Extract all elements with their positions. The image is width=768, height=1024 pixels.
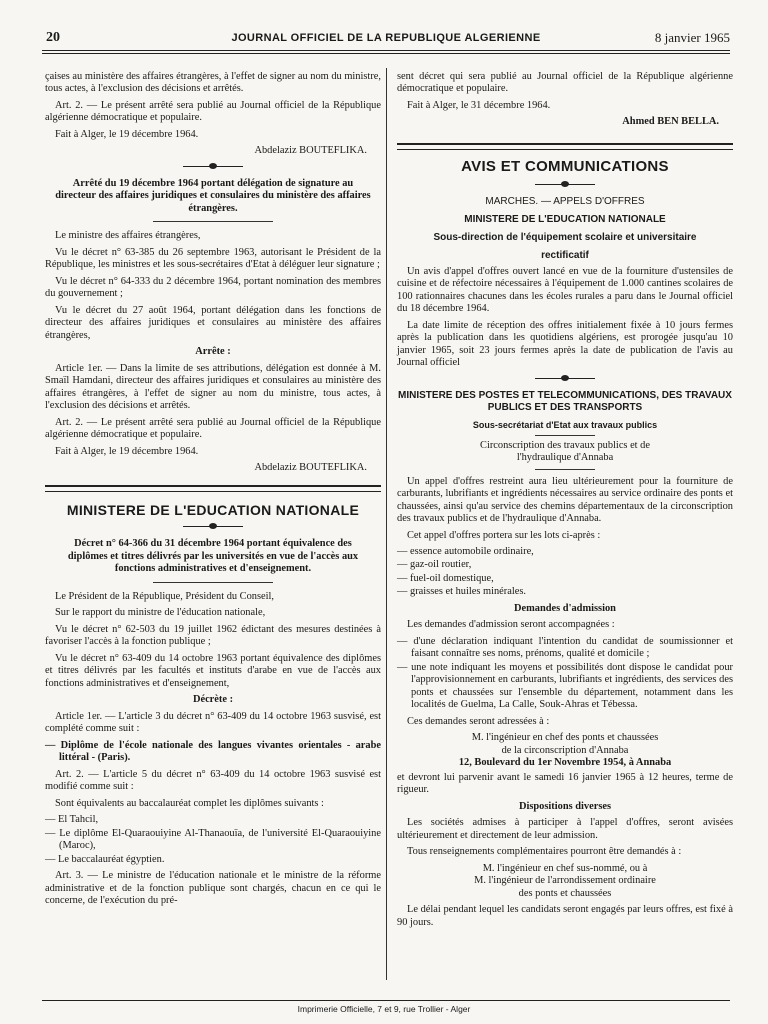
equivalents-intro: Sont équivalents au baccalauréat complet les diplômes suivants :: [55, 797, 324, 809]
list-item: — graisses et huiles minérales.: [397, 586, 733, 598]
lots-intro: Cet appel d'offres portera sur les lots ci-après :: [407, 529, 601, 541]
title-rule: [535, 435, 595, 436]
article-2: Art. 2. — Le présent arrêté sera publié au Journal officiel de la République algérienne démocratique et populaire.: [45, 99, 381, 124]
list-item: — gaz-oil routier,: [397, 559, 733, 571]
contact-line: des ponts et chaussées: [518, 887, 612, 899]
left-column: [45, 71, 381, 912]
title-rule: [535, 469, 595, 470]
list-item: — Diplôme de l'école nationale des langues vivantes orientales - arabe littéral - (Paris).: [45, 740, 381, 765]
avis-paragraph: La date limite de réception des offres initialement fixée à 10 jours fermes après la publication dans les quotidiens algériens, est prorogée jusqu'au 10 janvier 1965, soit 23 jours fermes après la date de publication de l'avis au Journal officiel: [397, 319, 733, 369]
issue-date: 8 janvier 1965: [654, 30, 730, 45]
page-header: [42, 30, 730, 48]
ornament: [397, 374, 733, 384]
continued-text: sent décret qui sera publié au Journal officiel de la République algérienne démocratique et populaire.: [397, 71, 733, 95]
appel-paragraph: Un appel d'offres restreint aura lieu ultérieurement pour la fourniture de carburants, lubrifiants et ingrédients nécessaires au service ordinaire des ponts et chaussées, ainsi qu'au service des chemins départementaux de la circonscription des travaux publics et de l'hydraulique d'Annaba.: [397, 475, 733, 525]
section-rule: [397, 149, 733, 150]
fait-a-alger: Fait à Alger, le 19 décembre 1964.: [55, 445, 199, 457]
contact-line: M. l'ingénieur en chef sus-nommé, ou à: [482, 862, 648, 874]
section-rule: [45, 491, 381, 492]
article-2: Art. 2. — Le présent arrêté sera publié au Journal officiel de la République algérienne démocratique et populaire.: [45, 416, 381, 441]
title-rule: [153, 221, 273, 222]
avis-heading: AVIS ET COMMUNICATIONS: [461, 157, 669, 175]
lots-list: [397, 546, 733, 599]
ornament: [45, 162, 381, 172]
decret-title: Décret n° 64-366 du 31 décembre 1964 portant équivalence des diplômes et titres délivrés par les universités en vue de l'accès aux fonctions administratives et d'enseignement.: [67, 538, 359, 575]
contact-line: M. l'ingénieur de l'arrondissement ordinaire: [474, 875, 656, 887]
adressees-line: Ces demandes seront adressées à :: [407, 715, 550, 727]
signature: Ahmed BEN BELLA.: [622, 116, 719, 128]
societes-paragraph: Les sociétés admises à participer à l'appel d'offres, seront avisées ultérieurement et directement de leur admission.: [397, 817, 733, 841]
sous-secretariat-heading: Sous-secrétariat d'Etat aux travaux publics: [472, 419, 658, 430]
fait-a-alger: Fait à Alger, le 31 décembre 1964.: [407, 99, 551, 111]
rapport-line: Sur le rapport du ministre de l'éducation nationale,: [55, 607, 266, 619]
decret-article-3: Art. 3. — Le ministre de l'éducation nationale et le ministre de la réforme administrative et de la fonction publique sont chargés, chacun en ce qui le concerne, de l'exécution du pré-: [45, 870, 381, 907]
vu-paragraph: Vu le décret du 27 août 1964, portant délégation dans les fonctions de directeur des affaires juridiques et consulaires au ministère des affaires étrangères,: [45, 304, 381, 341]
delai-paragraph: Le délai pendant lequel les candidats seront engagés par leurs offres, est fixé à 90 jours.: [397, 904, 733, 928]
minister-line: Le ministre des affaires étrangères,: [55, 230, 201, 242]
list-item: — une note indiquant les moyens et possibilités dont dispose le candidat pour l'approvisionnement en carburants, lubrifiants et ingrédients, des services des ponts et chaussées sur l'ensemble du département, notamment dans les localités de Guelma, La Calle, Souk-Ahras et Tébessa.: [397, 662, 733, 712]
demandes-list: [397, 636, 733, 712]
header-rule: [42, 50, 730, 51]
decret-article-1: Article 1er. — L'article 3 du décret n° 63-409 du 14 octobre 1963 susvisé, est complété comme suit :: [45, 710, 381, 735]
article-1-list: [45, 740, 381, 765]
address-line: 12, Boulevard du 1er Novembre 1954, à Annaba: [458, 757, 672, 769]
header-rule-2: [42, 53, 730, 54]
ornament: [397, 180, 733, 190]
demandes-intro: Les demandes d'admission seront accompagnées :: [407, 619, 615, 631]
diploma-list: [45, 814, 381, 866]
decret-article-2: Art. 2. — L'article 5 du décret n° 63-409 du 14 octobre 1963 susvisé est modifié comme suit :: [45, 768, 381, 793]
parvenir-line: et devront lui parvenir avant le samedi 16 janvier 1965 à 12 heures, terme de rigueur.: [397, 771, 733, 796]
vu-paragraph: Vu le décret n° 64-333 du 2 décembre 1964, portant nomination des membres du gouvernement ;: [45, 275, 381, 300]
page-number: 20: [46, 30, 60, 45]
vu-paragraph: Vu le décret n° 63-409 du 14 octobre 1963 portant équivalence des diplômes et titres délivrés par les facultés et instituts d'arabe en vue de l'accès aux fonctions administratives et d'enseignement,: [45, 652, 381, 689]
ornament: [45, 522, 381, 532]
footer-rule: [42, 1000, 730, 1001]
column-divider: [386, 68, 387, 980]
demandes-heading: Demandes d'admission: [514, 602, 616, 614]
president-line: Le Président de la République, Président du Conseil,: [55, 590, 275, 602]
renseignements-paragraph: Tous renseignements complémentaires pourront être demandés à :: [407, 846, 682, 858]
continued-text: çaises au ministère des affaires étrangères, à l'effet de signer au nom du ministre, tous actes, à l'exclusion des décisions et arrêtés.: [45, 71, 381, 95]
decrete-heading: Décrète :: [192, 694, 234, 706]
journal-title: JOURNAL OFFICIEL DE LA REPUBLIQUE ALGERIENNE: [231, 32, 541, 44]
address-line: M. l'ingénieur en chef des ponts et chaussées: [471, 732, 659, 744]
list-item: — essence automobile ordinaire,: [397, 546, 733, 558]
list-item: — fuel-oil domestique,: [397, 573, 733, 585]
vu-paragraph: Vu le décret n° 62-503 du 19 juillet 1962 édictant des mesures destinées à favoriser l'accès à la fonction publique ;: [45, 623, 381, 648]
right-column: [397, 71, 733, 933]
section-rule: [397, 143, 733, 145]
avis-paragraph: Un avis d'appel d'offres ouvert lancé en vue de la fourniture d'ustensiles de cuisine et de réfectoire nécessaires à l'équipement de 1.000 cantines scolaires de 100 rationnaires chacunes dans les écoles rurales a paru dans le Journal officiel du 18 décembre 1964.: [397, 265, 733, 315]
arrete-heading: Arrête :: [195, 346, 231, 358]
vu-paragraph: Vu le décret n° 63-385 du 26 septembre 1963, autorisant le Président de la République, les ministres et les sous-secrétaires d'Etat à déléguer leur signature ;: [45, 246, 381, 271]
dispositions-heading: Dispositions diverses: [518, 800, 612, 812]
list-item: — Le diplôme El-Quaraouiyine Al-Thanaouïa, de l'université El-Quaraouiyine (Maroc),: [45, 828, 381, 853]
rectificatif-heading: rectificatif: [541, 249, 589, 261]
circonscription-heading: Circonscription des travaux publics et de l'hydraulique d'Annaba: [480, 439, 650, 464]
signature: Abdelaziz BOUTEFLIKA.: [254, 462, 367, 474]
ministry-heading: MINISTERE DE L'EDUCATION NATIONALE: [464, 213, 666, 225]
list-item: — El Tahcil,: [45, 814, 381, 826]
printer-footer: Imprimerie Officielle, 7 et 9, rue Trollier - Alger: [297, 1004, 471, 1014]
ministry-heading: MINISTERE DE L'EDUCATION NATIONALE: [66, 501, 360, 518]
ministry-heading: MINISTERE DES POSTES ET TELECOMMUNICATIONS, DES TRAVAUX PUBLICS ET DES TRANSPORTS: [398, 389, 732, 413]
sous-direction-heading: Sous-direction de l'équipement scolaire et universitaire: [433, 231, 697, 243]
signature: Abdelaziz BOUTEFLIKA.: [254, 145, 367, 157]
fait-a-alger: Fait à Alger, le 19 décembre 1964.: [55, 128, 199, 140]
section-rule: [45, 485, 381, 487]
arrete-title: Arrêté du 19 décembre 1964 portant délégation de signature au directeur des affaires juridiques et consulaires du ministère des affaires étrangères.: [55, 177, 371, 214]
list-item: — Le baccalauréat égyptien.: [45, 854, 381, 866]
article-1: Article 1er. — Dans la limite de ses attributions, délégation est donnée à M. Smaïl Hamdani, directeur des affaires juridiques et consulaires au ministère des affaires étrangères, à l'effet de signer au nom du ministre, tous actes, à l'exclusion des décisions et arrêtés.: [45, 362, 381, 412]
address-line: de la circonscription d'Annaba: [501, 744, 629, 756]
marches-heading: MARCHES. — APPELS D'OFFRES: [485, 195, 645, 207]
title-rule: [153, 582, 273, 583]
list-item: — d'une déclaration indiquant l'intention du candidat de soumissionner et faisant connaître ses noms, prénoms, qualité et domicile ;: [397, 636, 733, 661]
